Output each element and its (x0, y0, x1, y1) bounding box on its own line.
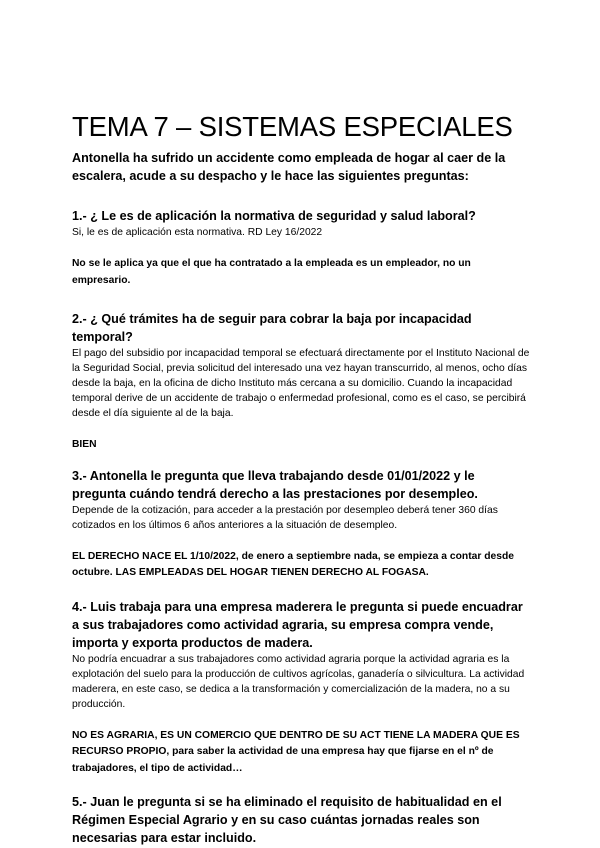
question-1: 1.- ¿ Le es de aplicación la normativa de seguridad y salud laboral? (72, 209, 476, 223)
question-3: 3.- Antonella le pregunta que lleva trabajando desde 01/01/2022 y le pregunta cuándo tendrá derecho a las prestaciones por desempleo. (72, 468, 478, 501)
answer-4: No podría encuadrar a sus trabajadores como actividad agraria porque la actividad agraria es la explotación del suelo para la producción de cultivos agrícolas, ganadería o silvicultura. La actividad maderera, en este caso, se dedica a la transformación y comercialización de la madera, no a su producción. (72, 653, 525, 710)
comment-3: EL DERECHO NACE EL 1/10/2022, de enero a septiembre nada, se empieza a contar desde octubre. LAS EMPLEADAS DEL HOGAR TIENEN DERECHO AL FOGASA. (72, 550, 514, 578)
answer-1: Si, le es de aplicación esta normativa. RD Ley 16/2022 (72, 227, 323, 238)
question-4: 4.- Luis trabaja para una empresa maderera le pregunta si puede encuadrar a sus trabajadores como actividad agraria, su empresa compra vende, importa y exporta productos de madera. (72, 599, 523, 650)
document-page (72, 111, 532, 847)
question-2: 2.- ¿ Qué trámites ha de seguir para cobrar la baja por incapacidad temporal? (72, 312, 472, 344)
comment-2: BIEN (72, 439, 97, 450)
answer-2: El pago del subsidio por incapacidad temporal se efectuará directamente por el Instituto Nacional de la Seguridad Social, previa solicitud del interesado una vez hayan transcurrido, al menos, ocho días desde la baja, en la oficina de dicho Instituto más cercana a su domicilio. Cuando la incapacidad temporal derive de un accidente de trabajo o enfermedad profesional, como es el caso, se percibirá desde el día siguiente al de la baja. (72, 348, 530, 419)
page-title: TEMA 7 – SISTEMAS ESPECIALES (72, 111, 513, 142)
question-5: 5.- Juan le pregunta si se ha eliminado el requisito de habitualidad en el Régimen Especial Agrario y en su caso cuántas jornadas reales son necesarias para estar incluido. (72, 795, 502, 845)
answer-3: Depende de la cotización, para acceder a la prestación por desempleo deberá tener 360 días cotizados en los últimos 6 años anteriores a la situación de desempleo. (72, 504, 498, 531)
comment-1: No se le aplica ya que el que ha contratado a la empleada es un empleador, no un empresario. (72, 258, 471, 286)
intro-paragraph: Antonella ha sufrido un accidente como empleada de hogar al caer de la escalera, acude a su despacho y le hace las siguientes preguntas: (72, 151, 506, 183)
comment-4: NO ES AGRARIA, ES UN COMERCIO QUE DENTRO DE SU ACT TIENE LA MADERA QUE ES RECURSO PROPIO, para saber la actividad de una empresa hay que fijarse en el nº de trabajadores, el tipo de actividad… (72, 729, 520, 774)
